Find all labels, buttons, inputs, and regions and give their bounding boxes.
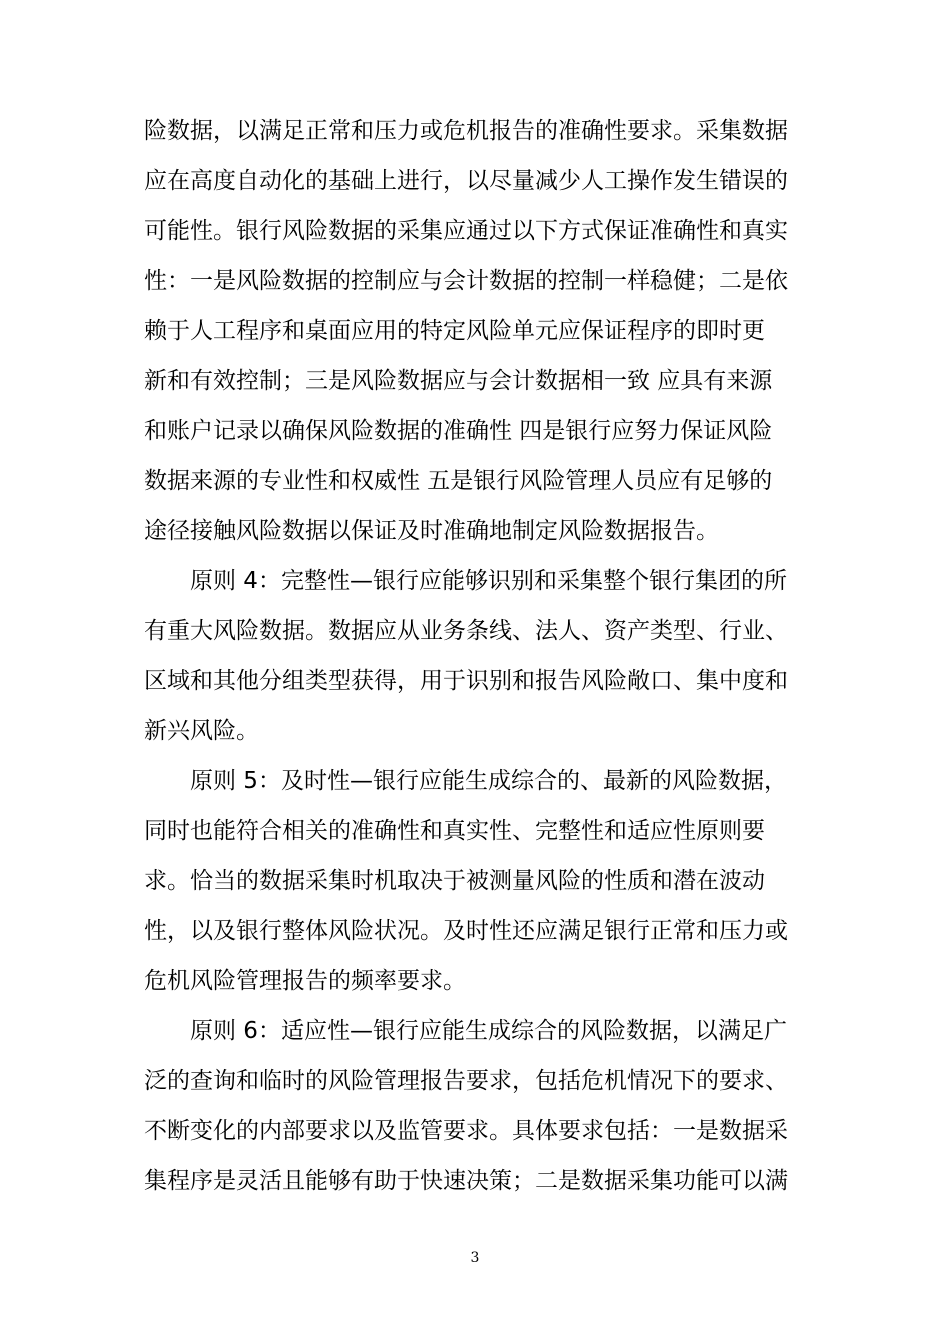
text-line: 性：一是风险数据的控制应与会计数据的控制一样稳健；二是依 [144,268,788,294]
text-line: 不断变化的内部要求以及监管要求。具体要求包括：一是数据采 [144,1118,788,1144]
text-line: 新兴风险。 [144,718,259,744]
text-line: 同时也能符合相关的准确性和真实性、完整性和适应性原则要 [144,818,765,844]
principle-5-heading-line: 原则 5：及时性—银行应能生成综合的、最新的风险数据， [144,768,787,794]
text-line: 求。恰当的数据采集时机取决于被测量风险的性质和潜在波动 [144,868,765,894]
text-line: 和账户记录以确保风险数据的准确性 四是银行应努力保证风险 [144,418,773,444]
page-number: 3 [470,1250,480,1266]
text-line: 应在高度自动化的基础上进行，以尽量减少人工操作发生错误的 [144,168,788,194]
body-text [144,106,816,1206]
text-line: 区域和其他分组类型获得，用于识别和报告风险敞口、集中度和 [144,668,788,694]
text-line: 有重大风险数据。数据应从业务条线、法人、资产类型、行业、 [144,618,788,644]
text-line: 泛的查询和临时的风险管理报告要求，包括危机情况下的要求、 [144,1068,788,1094]
text-line: 数据来源的专业性和权威性 五是银行风险管理人员应有足够的 [144,468,773,494]
text-line: 性，以及银行整体风险状况。及时性还应满足银行正常和压力或 [144,918,788,944]
text-line: 可能性。银行风险数据的采集应通过以下方式保证准确性和真实 [144,218,788,244]
text-line: 危机风险管理报告的频率要求。 [144,968,466,994]
text-line: 途径接触风险数据以保证及时准确地制定风险数据报告。 [144,518,719,544]
principle-4-heading-line: 原则 4：完整性—银行应能够识别和采集整个银行集团的所 [144,568,787,594]
principle-6-heading-line: 原则 6：适应性—银行应能生成综合的风险数据，以满足广 [144,1018,787,1044]
text-line: 集程序是灵活且能够有助于快速决策；二是数据采集功能可以满 [144,1168,788,1194]
text-line: 赖于人工程序和桌面应用的特定风险单元应保证程序的即时更 [144,318,765,344]
text-line: 新和有效控制；三是风险数据应与会计数据相一致 应具有来源 [144,368,773,394]
text-line: 险数据，以满足正常和压力或危机报告的准确性要求。采集数据 [144,118,788,144]
